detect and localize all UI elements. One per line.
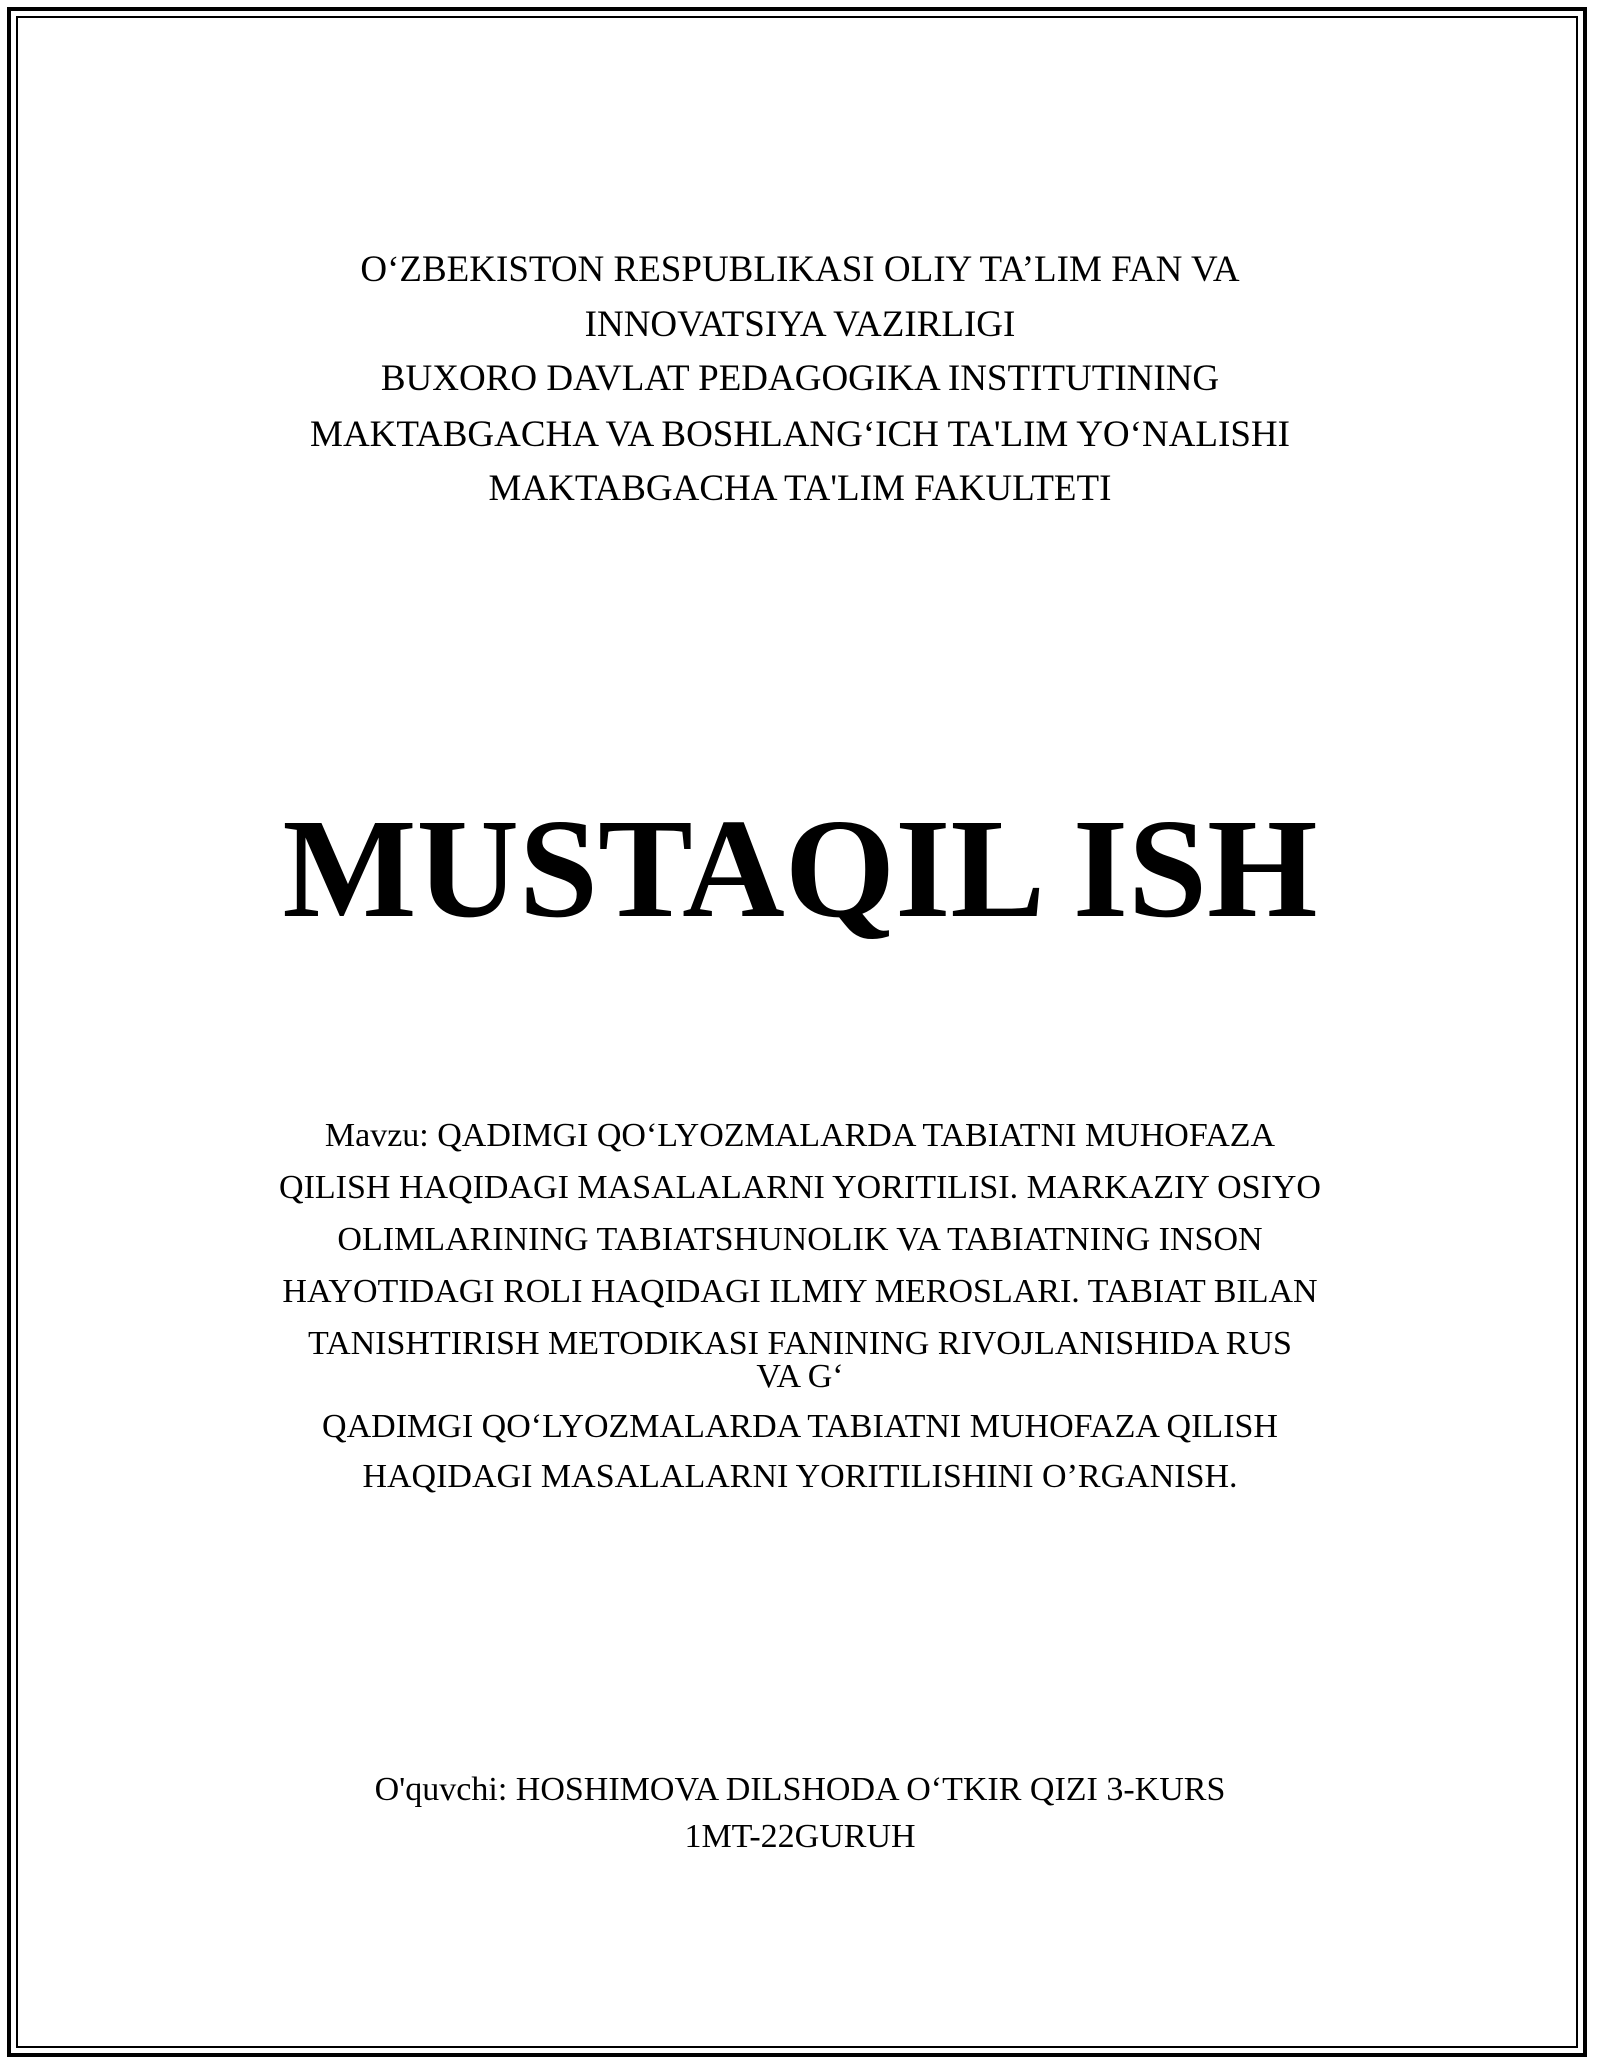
topic-line: HAYOTIDAGI ROLI HAQIDAGI ILMIY MEROSLARI. TABIAT BILAN [282, 1273, 1318, 1310]
topic-line: Mavzu: QADIMGI QO‘LYOZMALARDA TABIATNI MUHOFAZA [324, 1117, 1276, 1154]
topic-line: VA G‘ [756, 1358, 844, 1395]
topic-line: QILISH HAQIDAGI MASALALARNI YORITILISI. MARKAZIY OSIYO [279, 1169, 1321, 1206]
document-title: MUSTAQIL ISH [282, 789, 1318, 947]
student-group-line: 1MT-22GURUH [684, 1818, 916, 1855]
header-line-institute: BUXORO DAVLAT PEDAGOGIKA INSTITUTINING [380, 358, 1220, 399]
header-line-ministry-cont: INNOVATSIYA VAZIRLIGI [584, 304, 1016, 345]
topic-line: QADIMGI QO‘LYOZMALARDA TABIATNI MUHOFAZA QILISH [322, 1408, 1278, 1445]
student-name-line: O'quvchi: HOSHIMOVA DILSHODA O‘TKIR QIZI 3-KURS [374, 1771, 1226, 1808]
topic-line: OLIMLARINING TABIATSHUNOLIK VA TABIATNING INSON [337, 1221, 1263, 1258]
header-line-direction: MAKTABGACHA VA BOSHLANG‘ICH TA'LIM YO‘NALISHI [310, 414, 1290, 455]
topic-line: TANISHTIRISH METODIKASI FANINING RIVOJLANISHIDA RUS [308, 1325, 1292, 1362]
header-line-faculty: MAKTABGACHA TA'LIM FAKULTETI [488, 468, 1112, 509]
topic-line: HAQIDAGI MASALALARNI YORITILISHINI O’RGANISH. [362, 1458, 1238, 1495]
header-line-ministry: O‘ZBEKISTON RESPUBLIKASI OLIY TA’LIM FAN VA [360, 249, 1240, 290]
